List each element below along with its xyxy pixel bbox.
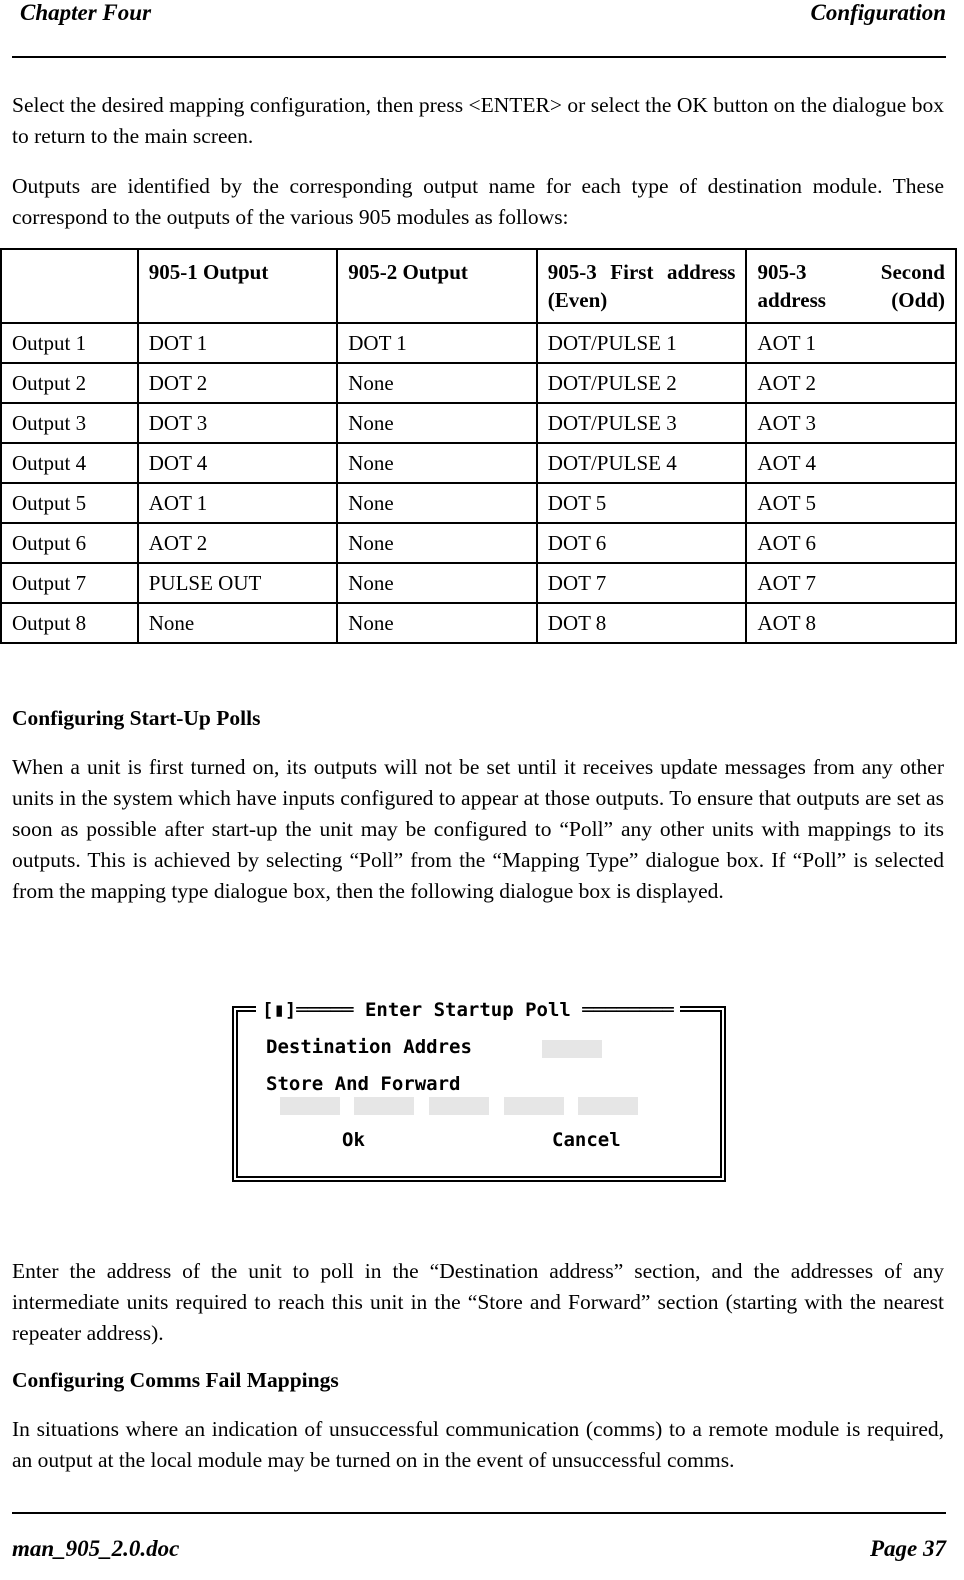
table-cell: AOT 5	[746, 483, 956, 523]
table-cell: Output 4	[1, 443, 138, 483]
table-cell: DOT 7	[537, 563, 747, 603]
dialog-title-rule-left: ═════	[296, 999, 365, 1021]
table-cell: Output 3	[1, 403, 138, 443]
table-header-cell: 905-3 First address (Even)	[537, 249, 747, 323]
table-cell: None	[138, 603, 338, 643]
table-row	[1, 603, 956, 643]
table-cell: DOT/PULSE 3	[537, 403, 747, 443]
table-row	[1, 523, 956, 563]
store-forward-input-5[interactable]	[578, 1097, 638, 1115]
table-cell: None	[337, 363, 537, 403]
dialog-title-rule-right: ════════	[570, 999, 674, 1021]
table-header-row	[1, 249, 956, 323]
table-cell: Output 5	[1, 483, 138, 523]
table-cell: AOT 6	[746, 523, 956, 563]
table-cell: DOT 8	[537, 603, 747, 643]
table-cell: AOT 2	[746, 363, 956, 403]
table-cell: None	[337, 443, 537, 483]
table-row	[1, 363, 956, 403]
store-forward-input-1[interactable]	[280, 1097, 340, 1115]
store-forward-input-2[interactable]	[354, 1097, 414, 1115]
table-cell: None	[337, 523, 537, 563]
table-row	[1, 323, 956, 363]
table-cell: AOT 4	[746, 443, 956, 483]
table-cell: AOT 1	[138, 483, 338, 523]
startup-poll-dialog	[232, 998, 726, 1182]
startup-polls-heading: Configuring Start-Up Polls	[12, 706, 261, 730]
page-number: Page 37	[869, 1536, 946, 1561]
dialog-title-bar	[256, 998, 680, 1022]
table-cell: DOT/PULSE 1	[537, 323, 747, 363]
after-dialog-paragraph: Enter the address of the unit to poll in the “Destination address” section, and the addresses of any intermediate units required to reach this unit in the “Store and Forward” section (starting with the nearest repeater address).	[12, 1259, 944, 1345]
table-cell: DOT 5	[537, 483, 747, 523]
table-cell: DOT 3	[138, 403, 338, 443]
table-cell: Output 1	[1, 323, 138, 363]
table-cell: DOT 1	[138, 323, 338, 363]
table-cell: Output 8	[1, 603, 138, 643]
store-forward-input-3[interactable]	[429, 1097, 489, 1115]
table-cell: DOT/PULSE 2	[537, 363, 747, 403]
table-cell: DOT 4	[138, 443, 338, 483]
dialog-close-box[interactable]: [▮]	[262, 999, 297, 1021]
dialog-title: Enter Startup Poll	[364, 999, 571, 1021]
table-cell: None	[337, 483, 537, 523]
document-name: man_905_2.0.doc	[12, 1536, 180, 1561]
table-cell: DOT/PULSE 4	[537, 443, 747, 483]
table-cell: DOT 1	[337, 323, 537, 363]
table-row	[1, 483, 956, 523]
table-cell: Output 2	[1, 363, 138, 403]
destination-address-label: Destination Addres	[266, 1036, 472, 1058]
destination-address-input[interactable]	[542, 1040, 602, 1058]
table-row	[1, 403, 956, 443]
intro-paragraph-2: Outputs are identified by the corresponding output name for each type of destination module. These correspond to the outputs of the various 905 modules as follows:	[12, 174, 944, 229]
chapter-title: Chapter Four	[20, 0, 152, 25]
table-cell: None	[337, 563, 537, 603]
table-header-cell: 905-2 Output	[337, 249, 537, 323]
comms-fail-heading: Configuring Comms Fail Mappings	[12, 1368, 339, 1392]
intro-paragraph-1: Select the desired mapping configuration, then press <ENTER> or select the OK button on the dialogue box to return to the main screen.	[12, 93, 944, 148]
table-cell: None	[337, 603, 537, 643]
table-cell: DOT 6	[537, 523, 747, 563]
table-cell: None	[337, 403, 537, 443]
table-cell: AOT 1	[746, 323, 956, 363]
startup-polls-paragraph: When a unit is first turned on, its outputs will not be set until it receives update messages from any other units in the system which have inputs configured to appear at those outputs. To ensure that outputs are set as soon as possible after start-up the unit may be configured to “Poll” any other units with mappings to its outputs. This is achieved by selecting “Poll” from the “Mapping Type” dialogue box. If “Poll” is selected from the mapping type dialogue box, then the following dialogue box is displayed.	[12, 755, 944, 903]
section-title: Configuration	[810, 0, 946, 25]
store-and-forward-label: Store And Forward	[266, 1073, 461, 1095]
store-forward-input-4[interactable]	[504, 1097, 564, 1115]
table-header-cell: 905-3 Second address (Odd)	[746, 249, 956, 323]
table-cell: AOT 7	[746, 563, 956, 603]
cancel-button[interactable]: Cancel	[552, 1129, 621, 1151]
page-header	[12, 0, 946, 58]
ok-button[interactable]: Ok	[342, 1129, 365, 1151]
comms-fail-paragraph: In situations where an indication of unsuccessful communication (comms) to a remote module is required, an output at the local module may be turned on in the event of unsuccessful comms.	[12, 1417, 944, 1472]
table-cell: AOT 2	[138, 523, 338, 563]
table-header-cell: 905-1 Output	[138, 249, 338, 323]
table-cell: PULSE OUT	[138, 563, 338, 603]
page-footer	[12, 1512, 946, 1570]
table-cell: Output 6	[1, 523, 138, 563]
table-cell: AOT 3	[746, 403, 956, 443]
table-cell: Output 7	[1, 563, 138, 603]
table-cell: AOT 8	[746, 603, 956, 643]
output-mapping-table	[0, 248, 957, 644]
table-row	[1, 563, 956, 603]
table-row	[1, 443, 956, 483]
table-header-cell	[1, 249, 138, 323]
table-cell: DOT 2	[138, 363, 338, 403]
